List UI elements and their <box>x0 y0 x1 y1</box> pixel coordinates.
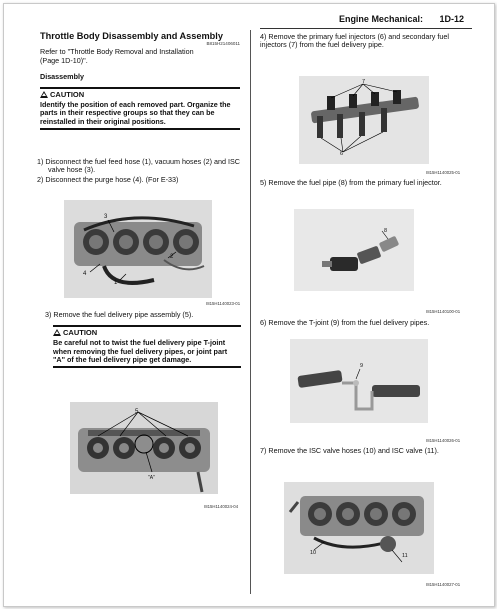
fig6-label-11: 11 <box>402 553 408 559</box>
figure-6-photo <box>284 482 434 574</box>
fig4-label-8: 8 <box>384 228 388 234</box>
section-title: Throttle Body Disassembly and Assembly <box>40 31 223 41</box>
column-divider <box>250 30 251 594</box>
fig1-label-1: 1 <box>114 280 118 286</box>
refer-text: Refer to "Throttle Body Removal and Installation (Page 1D-10)". <box>40 47 194 65</box>
left-step-3-block <box>45 311 245 368</box>
fig5-label-9: 9 <box>360 363 364 369</box>
warning-triangle-icon <box>53 329 61 336</box>
caution-box-1 <box>40 87 240 130</box>
warning-triangle-icon <box>40 91 48 98</box>
step-4: 4) Remove the primary fuel injectors (6) and secondary fuel injectors (7) from the fuel delivery pipe. <box>260 32 449 50</box>
left-steps-1-2 <box>37 158 247 185</box>
fig6-code: I815H1140027-01 <box>426 582 461 587</box>
step-7: 7) Remove the ISC valve hoses (10) and ISC valve (11). <box>260 446 439 455</box>
step-1: 1) Disconnect the fuel feed hose (1), vacuum hoses (2) and ISC valve hose (3). <box>37 157 240 175</box>
figure-5-photo <box>290 339 428 423</box>
caution-label-1: CAUTION <box>50 90 85 100</box>
figure-2-photo <box>70 402 218 494</box>
caution-text-2: Be careful not to twist the fuel delivery pipe T-joint when removing the fuel delivery pipes, or joint part "A" of the fuel delivery pipe get damage. <box>53 338 228 364</box>
fig6-label-10: 10 <box>310 550 317 556</box>
step-5: 5) Remove the fuel pipe (8) from the primary fuel injector. <box>260 178 442 187</box>
caution-box-2 <box>53 325 241 368</box>
title-code: B815H21406011 <box>206 41 240 47</box>
caution-text-1: Identify the position of each removed part. Organize the parts in their respective groups so that they can be reinstalled in their original positions. <box>40 100 231 126</box>
step-2: 2) Disconnect the purge hose (4). (For E-33) <box>37 175 179 185</box>
fig5-code: I815H1140026-01 <box>426 438 461 443</box>
fig2-code: I815H1140024-04 <box>204 504 239 509</box>
left-column-text-top <box>40 32 240 130</box>
fig3-label-6: 6 <box>340 151 344 157</box>
manual-page <box>3 3 495 607</box>
caution-heading-2 <box>53 329 241 337</box>
figure-1-photo <box>64 200 212 298</box>
fig4-code: I815H1140100-01 <box>426 309 461 314</box>
fig3-label-7: 7 <box>362 79 366 85</box>
fig1-label-4: 4 <box>83 271 87 277</box>
step-3: 3) Remove the fuel delivery pipe assembly (5). <box>45 310 194 319</box>
fig3-code: I815H1140025-01 <box>426 170 461 175</box>
fig1-label-2: 2 <box>170 254 174 260</box>
step-6: 6) Remove the T-joint (9) from the fuel delivery pipes. <box>260 318 430 327</box>
figure-3-photo <box>299 76 429 164</box>
disassembly-heading: Disassembly <box>40 71 84 81</box>
fig2-label-5: 5 <box>135 409 139 415</box>
header-rule <box>260 28 472 29</box>
page-number: 1D-12 <box>439 14 464 24</box>
caution-heading-1 <box>40 91 240 99</box>
figure-4-photo <box>294 209 414 291</box>
fig2-label-a: "A" <box>148 475 155 481</box>
page-header <box>339 14 464 24</box>
fig1-label-3: 3 <box>104 214 108 220</box>
caution-label-2: CAUTION <box>63 328 98 338</box>
fig1-code: I815H1140023-01 <box>206 301 241 306</box>
section-name: Engine Mechanical: <box>338 14 423 24</box>
